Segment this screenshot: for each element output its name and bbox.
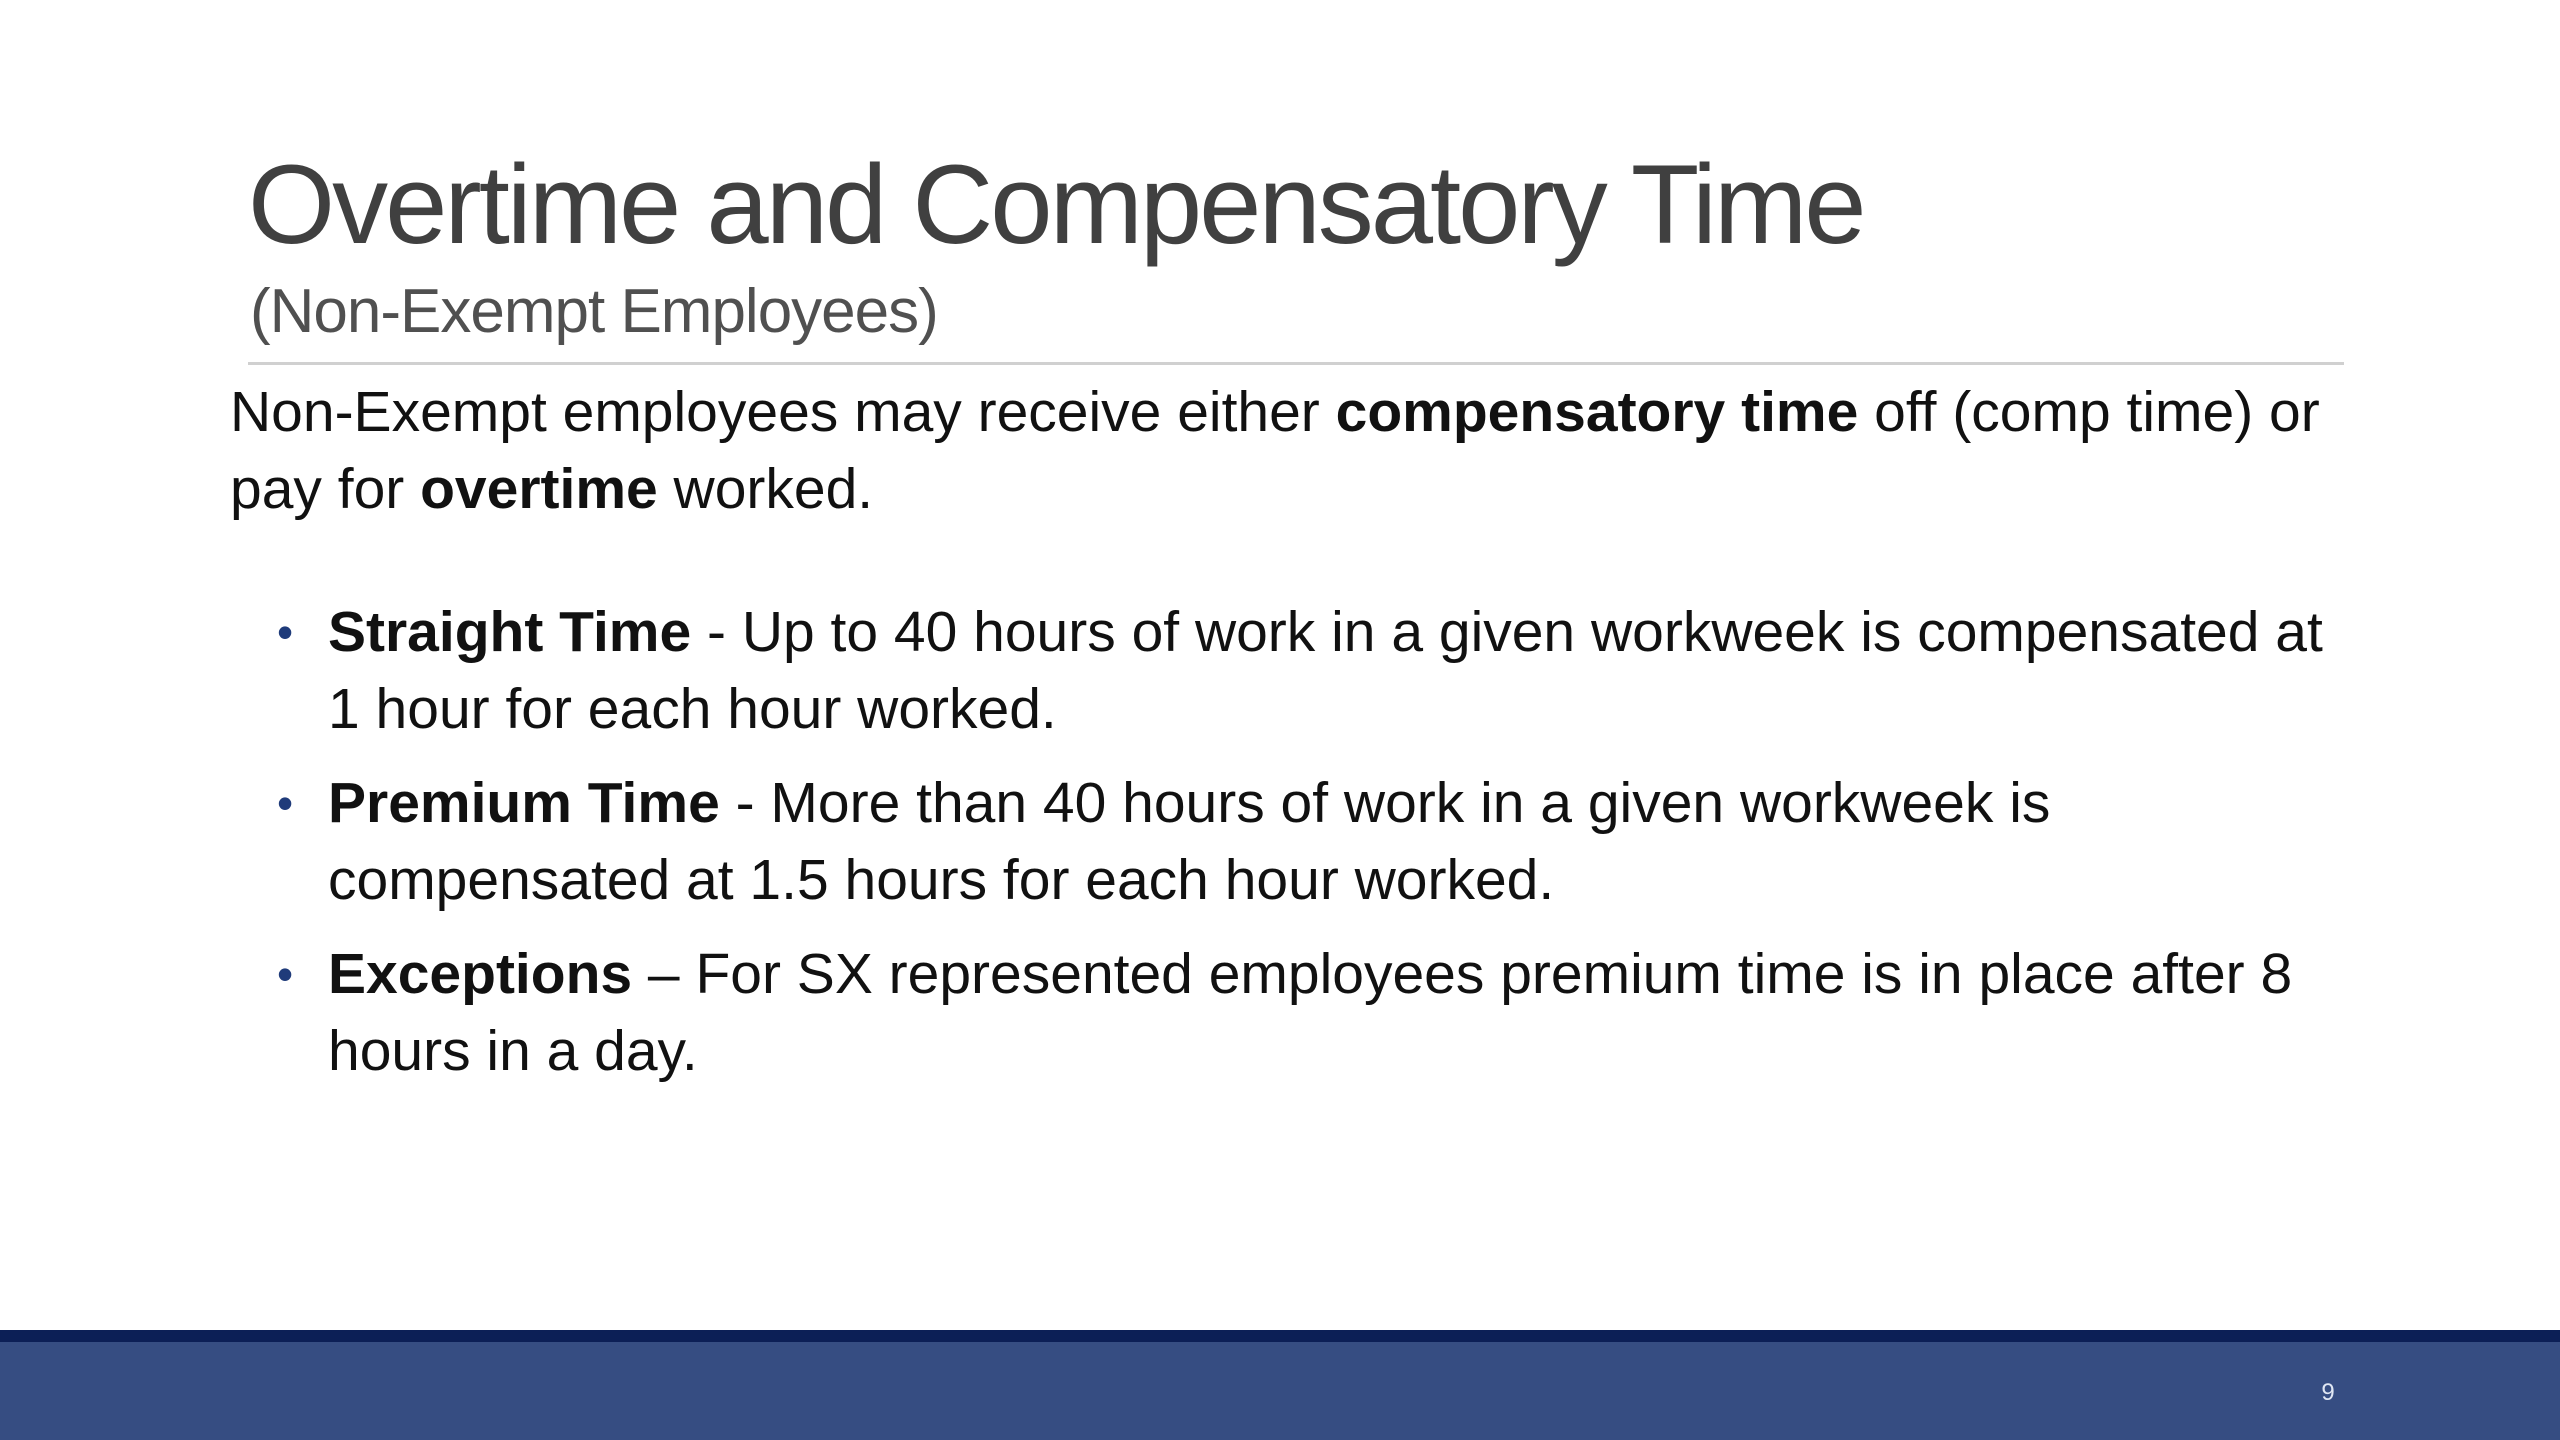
bullet-text: - More than 40 hours of work in a given workweek is compensated at 1.5 hours for each hour worked. <box>328 771 2051 912</box>
intro-bold-overtime: overtime <box>420 457 658 521</box>
bullet-term: Straight Time <box>328 600 692 664</box>
bullet-premium-time <box>270 765 2340 919</box>
slide-subtitle: (Non-Exempt Employees) <box>250 277 938 346</box>
bullet-icon: • <box>276 777 294 829</box>
bullet-icon: • <box>276 948 294 1000</box>
bullet-icon: • <box>276 606 294 658</box>
bullet-text: - Up to 40 hours of work in a given workweek is compensated at 1 hour for each hour worked. <box>328 600 2323 741</box>
bullet-term: Exceptions <box>328 942 633 1006</box>
bullet-list <box>270 594 2340 1107</box>
page-number: 9 <box>2321 1379 2335 1406</box>
intro-text-2: off (comp time) or pay for <box>230 380 2320 521</box>
bullet-text: – For SX represented employees premium time is in place after 8 hours in a day. <box>328 942 2293 1083</box>
slide-title: Overtime and Compensatory Time <box>248 142 1864 267</box>
bullet-term: Premium Time <box>328 771 720 835</box>
intro-text-1: Non-Exempt employees may receive either <box>230 380 1336 444</box>
bullet-straight-time <box>270 594 2340 748</box>
intro-bold-compensatory-time: compensatory time <box>1335 380 1859 444</box>
footer-band <box>0 1342 2560 1440</box>
bullet-exceptions <box>270 936 2340 1090</box>
footer-accent-line <box>0 1330 2560 1342</box>
title-divider <box>248 362 2344 365</box>
intro-text-3: worked. <box>657 457 874 521</box>
intro-paragraph <box>230 374 2360 528</box>
